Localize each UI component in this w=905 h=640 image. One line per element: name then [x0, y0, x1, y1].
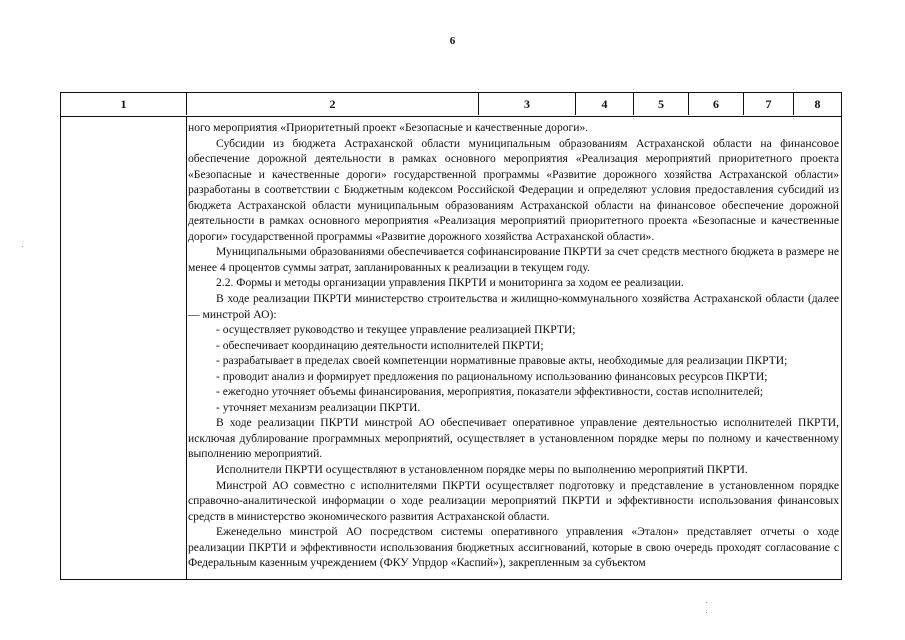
column-divider — [186, 117, 187, 579]
header-col-3: 3 — [478, 93, 575, 115]
paragraph: Еженедельно минстрой АО посредством системы оперативного управления «Эталон» представляет отчеты о ходе реализации ПКРТИ и эффективности использования бюджетных ассигнований, которые в свою очередь проходят согласование с Федеральным казенным учреждением (ФКУ Упрдор «Каспий»), закрепленным за субъектом — [188, 525, 839, 570]
paragraph: В ходе реализации ПКРТИ минстрой АО обеспечивает оперативное управление деятельностью исполнителей ПКРТИ, исключая дублирование программных мероприятий, осуществляет в установленном порядке меры по полному и качественному выполнению мероприятий. — [188, 416, 839, 461]
header-col-2: 2 — [186, 93, 478, 115]
scan-speck — [22, 246, 23, 247]
paragraph: Минстрой АО совместно с исполнителями ПКРТИ осуществляет подготовку и представление в установленном порядке справочно-аналитической информации о ходе реализации мероприятий ПКРТИ и эффективности использования финансовых средств в министерство экономического развития Астраханской области. — [188, 478, 839, 523]
paragraph: Исполнители ПКРТИ осуществляют в установленном порядке меры по выполнению мероприятий ПКРТИ. — [216, 463, 748, 477]
header-col-5: 5 — [633, 93, 688, 115]
body-text — [188, 120, 839, 571]
scan-speck — [706, 612, 707, 613]
header-col-8: 8 — [793, 93, 841, 115]
header-col-1: 1 — [120, 97, 127, 111]
paragraph: Субсидии из бюджета Астраханской области муниципальным образованиям Астраханской области на финансовое обеспечение дорожной деятельности в рамках основного мероприятия «Реализация мероприятий приоритетного проекта «Безопасные и качественные дороги» государственной программы «Развитие дорожного хозяйства Астраханской области» разработаны в соответствии с Бюджетным кодексом Российской Федерации и определяют условия предоставления субсидий из бюджета Астраханской области муниципальным образованиям Астраханской области на финансовое обеспечение дорожной деятельности в рамках основного мероприятия «Реализация мероприятий приоритетного проекта «Безопасные и качественные дороги» государственной программы «Развитие дорожного хозяйства Астраханской области». — [188, 136, 839, 243]
paragraph: Муниципальными образованиями обеспечивается софинансирование ПКРТИ за счет средств местного бюджета в размере не менее 4 процентов суммы затрат, запланированных к реализации в текущем году. — [188, 245, 839, 274]
paragraph: - уточняет механизм реализации ПКРТИ. — [216, 400, 421, 414]
paragraph: 2.2. Формы и методы организации управления ПКРТИ и мониторинга за ходом ее реализации. — [216, 276, 684, 290]
scan-speck — [706, 602, 707, 603]
header-col-7: 7 — [743, 93, 793, 115]
paragraph: ного мероприятия «Приоритетный проект «Безопасные и качественные дороги». — [188, 121, 589, 134]
table-header-row — [61, 93, 841, 117]
header-col-4: 4 — [575, 93, 633, 115]
paragraph: - разрабатывает в пределах своей компетенции нормативные правовые акты, необходимые для реализации ПКРТИ; — [216, 354, 788, 368]
paragraph: В ходе реализации ПКРТИ министерство строительства и жилищно-коммунального хозяйства Астраханской области (далее — минстрой АО): — [188, 292, 839, 321]
paragraph: - проводит анализ и формирует предложения по рациональному использованию финансовых ресурсов ПКРТИ; — [216, 369, 768, 383]
paragraph: - ежегодно уточняет объемы финансирования, мероприятия, показатели эффективности, состав исполнителей; — [216, 385, 764, 399]
paragraph: - обеспечивает координацию деятельности исполнителей ПКРТИ; — [216, 338, 544, 352]
document-table — [60, 92, 842, 580]
header-col-6: 6 — [688, 93, 743, 115]
paragraph: - осуществляет руководство и текущее управление реализацией ПКРТИ; — [216, 323, 576, 337]
page-number: 6 — [449, 35, 456, 47]
